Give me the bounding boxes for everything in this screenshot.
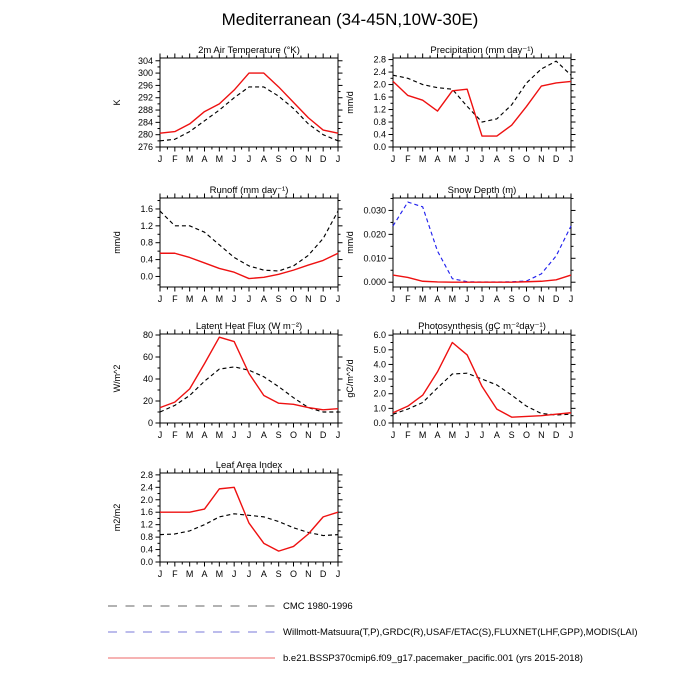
svg-text:D: D: [319, 154, 327, 164]
chart-canvas: [105, 185, 355, 317]
svg-text:A: A: [260, 569, 267, 579]
svg-text:M: M: [215, 569, 224, 579]
svg-text:N: N: [305, 154, 312, 164]
svg-text:288: 288: [137, 105, 153, 116]
svg-text:S: S: [508, 294, 515, 304]
svg-text:J: J: [157, 154, 163, 164]
svg-text:J: J: [246, 569, 252, 579]
svg-text:J: J: [464, 430, 470, 440]
series-line: [393, 202, 571, 282]
svg-text:O: O: [289, 569, 298, 579]
svg-text:J: J: [479, 294, 485, 304]
svg-text:A: A: [201, 569, 208, 579]
svg-text:D: D: [319, 430, 327, 440]
chart-canvas: [105, 45, 355, 177]
svg-text:O: O: [289, 430, 298, 440]
svg-text:M: M: [185, 294, 194, 304]
svg-text:0.0: 0.0: [373, 142, 386, 152]
svg-text:J: J: [246, 430, 252, 440]
svg-text:O: O: [522, 154, 531, 164]
svg-text:1.2: 1.2: [140, 220, 153, 231]
svg-text:A: A: [201, 154, 208, 164]
svg-text:0.4: 0.4: [373, 129, 386, 140]
main-title: Mediterranean (34-45N,10W-30E): [221, 10, 479, 29]
svg-text:F: F: [405, 430, 411, 440]
svg-text:300: 300: [137, 68, 153, 79]
series-line: [393, 61, 571, 122]
svg-text:1.6: 1.6: [373, 92, 386, 103]
svg-text:5.0: 5.0: [373, 344, 386, 355]
svg-text:S: S: [275, 569, 282, 579]
svg-text:0: 0: [147, 418, 153, 428]
legend-line-solid-red: [107, 653, 277, 663]
svg-text:J: J: [157, 569, 163, 579]
series-line: [160, 514, 338, 536]
svg-text:J: J: [568, 154, 574, 164]
chart-photosynthesis: [335, 321, 588, 453]
svg-text:S: S: [508, 154, 515, 164]
svg-text:W/m^2: W/m^2: [112, 364, 122, 393]
svg-text:N: N: [538, 430, 545, 440]
svg-text:J: J: [157, 430, 163, 440]
svg-text:Latent Heat Flux (W m⁻²): Latent Heat Flux (W m⁻²): [195, 321, 303, 332]
svg-text:m2/m2: m2/m2: [112, 503, 122, 532]
svg-text:Precipitation (mm day⁻¹): Precipitation (mm day⁻¹): [430, 45, 534, 56]
svg-text:J: J: [157, 294, 163, 304]
svg-text:2.0: 2.0: [373, 79, 386, 90]
svg-text:M: M: [448, 154, 457, 164]
legend-label: CMC 1980-1996: [283, 600, 353, 612]
svg-text:M: M: [185, 154, 194, 164]
svg-text:N: N: [305, 294, 312, 304]
svg-text:M: M: [448, 294, 457, 304]
svg-text:0.8: 0.8: [140, 237, 153, 248]
svg-text:0.0: 0.0: [140, 271, 153, 282]
svg-text:2.0: 2.0: [373, 388, 386, 399]
svg-text:0.4: 0.4: [140, 254, 153, 265]
svg-text:J: J: [479, 430, 485, 440]
svg-text:J: J: [246, 294, 252, 304]
svg-text:D: D: [552, 154, 560, 164]
svg-text:284: 284: [137, 117, 153, 128]
svg-text:80: 80: [142, 329, 153, 340]
svg-text:O: O: [522, 430, 531, 440]
chart-canvas: [105, 460, 355, 592]
svg-text:0.030: 0.030: [363, 205, 386, 216]
svg-text:J: J: [390, 154, 396, 164]
svg-text:M: M: [185, 430, 194, 440]
svg-text:J: J: [479, 154, 485, 164]
svg-text:M: M: [215, 154, 224, 164]
svg-text:F: F: [405, 294, 411, 304]
svg-text:J: J: [231, 569, 237, 579]
svg-text:2.4: 2.4: [373, 67, 386, 78]
svg-text:N: N: [305, 569, 312, 579]
chart-precipitation: [335, 45, 588, 177]
series-line: [160, 73, 338, 133]
svg-text:D: D: [319, 569, 327, 579]
svg-text:Runoff (mm day⁻¹): Runoff (mm day⁻¹): [209, 185, 289, 196]
svg-text:N: N: [305, 430, 312, 440]
svg-text:292: 292: [137, 92, 153, 103]
svg-text:3.0: 3.0: [373, 374, 386, 385]
svg-text:A: A: [260, 430, 267, 440]
legend-label: Willmott-Matsuura(T,P),GRDC(R),USAF/ETAC(S),FLUXNET(LHF,GPP),MODIS(LAI): [283, 626, 638, 638]
svg-text:0.0: 0.0: [373, 418, 386, 428]
svg-text:J: J: [464, 154, 470, 164]
legend-row-model: [107, 652, 583, 664]
svg-text:M: M: [448, 430, 457, 440]
svg-text:mm/d: mm/d: [112, 231, 122, 254]
svg-text:2m Air Temperature (°K): 2m Air Temperature (°K): [198, 45, 300, 56]
svg-text:gC/m^2/d: gC/m^2/d: [345, 359, 355, 398]
svg-text:A: A: [260, 154, 267, 164]
svg-text:6.0: 6.0: [373, 330, 386, 341]
svg-text:J: J: [390, 294, 396, 304]
series-line: [393, 373, 571, 415]
svg-text:A: A: [493, 154, 500, 164]
svg-text:J: J: [335, 154, 341, 164]
svg-text:D: D: [552, 294, 560, 304]
svg-text:A: A: [434, 294, 441, 304]
svg-text:O: O: [522, 294, 531, 304]
legend-row-cmc: [107, 600, 353, 612]
series-line: [393, 275, 571, 282]
chart-canvas: [335, 45, 588, 177]
legend-line-dashed-gray: [107, 601, 277, 611]
svg-text:N: N: [538, 294, 545, 304]
chart-latent-heat-flux: [105, 321, 355, 453]
svg-text:296: 296: [137, 80, 153, 91]
svg-text:mm/d: mm/d: [345, 231, 355, 254]
svg-text:A: A: [201, 430, 208, 440]
svg-text:J: J: [568, 294, 574, 304]
svg-text:A: A: [434, 430, 441, 440]
svg-text:40: 40: [142, 373, 153, 384]
series-line: [160, 337, 338, 410]
svg-text:A: A: [260, 294, 267, 304]
series-line: [393, 342, 571, 417]
svg-text:J: J: [231, 430, 237, 440]
svg-text:0.4: 0.4: [140, 544, 153, 555]
svg-text:J: J: [335, 294, 341, 304]
svg-text:J: J: [335, 569, 341, 579]
svg-text:D: D: [552, 430, 560, 440]
svg-text:0.000: 0.000: [363, 277, 386, 288]
chart-canvas: [335, 321, 588, 453]
svg-text:M: M: [215, 294, 224, 304]
svg-text:J: J: [568, 430, 574, 440]
svg-text:O: O: [289, 294, 298, 304]
svg-text:0.0: 0.0: [140, 557, 153, 567]
svg-text:M: M: [215, 430, 224, 440]
svg-text:280: 280: [137, 129, 153, 140]
series-line: [393, 81, 571, 136]
svg-text:A: A: [493, 294, 500, 304]
chart-leaf-area-index: [105, 460, 355, 592]
svg-text:4.0: 4.0: [373, 359, 386, 370]
svg-text:M: M: [418, 154, 427, 164]
svg-text:F: F: [172, 294, 178, 304]
svg-text:F: F: [172, 430, 178, 440]
svg-text:2.8: 2.8: [373, 54, 386, 65]
legend-line-dashed-blue: [107, 627, 277, 637]
svg-text:J: J: [246, 154, 252, 164]
svg-text:S: S: [275, 430, 282, 440]
svg-text:276: 276: [137, 142, 153, 152]
svg-text:F: F: [172, 569, 178, 579]
svg-text:K: K: [112, 99, 122, 106]
svg-text:M: M: [418, 294, 427, 304]
svg-text:J: J: [231, 154, 237, 164]
svg-text:0.8: 0.8: [373, 117, 386, 128]
svg-text:mm/d: mm/d: [345, 91, 355, 114]
svg-text:A: A: [493, 430, 500, 440]
svg-text:20: 20: [142, 395, 153, 406]
svg-text:J: J: [390, 430, 396, 440]
svg-text:D: D: [319, 294, 327, 304]
svg-text:1.2: 1.2: [140, 519, 153, 530]
svg-text:1.2: 1.2: [373, 104, 386, 115]
svg-text:J: J: [335, 430, 341, 440]
svg-text:S: S: [508, 430, 515, 440]
svg-text:J: J: [231, 294, 237, 304]
chart-canvas: [335, 185, 588, 317]
svg-text:A: A: [201, 294, 208, 304]
svg-text:F: F: [405, 154, 411, 164]
svg-text:S: S: [275, 294, 282, 304]
legend-row-obs: [107, 626, 638, 638]
svg-text:M: M: [185, 569, 194, 579]
svg-text:0.010: 0.010: [363, 253, 386, 264]
svg-text:F: F: [172, 154, 178, 164]
svg-text:0.8: 0.8: [140, 532, 153, 543]
legend-label: b.e21.BSSP370cmip6.f09_g17.pacemaker_pacific.001 (yrs 2015-2018): [283, 652, 583, 664]
svg-text:304: 304: [137, 55, 153, 66]
series-line: [160, 487, 338, 551]
series-line: [160, 211, 338, 271]
svg-text:0.020: 0.020: [363, 229, 386, 240]
svg-text:M: M: [418, 430, 427, 440]
svg-text:2.4: 2.4: [140, 482, 153, 493]
svg-text:Leaf Area Index: Leaf Area Index: [215, 460, 283, 471]
svg-text:A: A: [434, 154, 441, 164]
svg-text:1.0: 1.0: [373, 403, 386, 414]
svg-text:O: O: [289, 154, 298, 164]
svg-text:2.8: 2.8: [140, 469, 153, 480]
svg-text:1.6: 1.6: [140, 203, 153, 214]
svg-text:60: 60: [142, 351, 153, 362]
svg-text:J: J: [464, 294, 470, 304]
svg-text:Photosynthesis (gC m⁻²day⁻¹): Photosynthesis (gC m⁻²day⁻¹): [418, 321, 546, 332]
series-line: [160, 87, 338, 141]
chart-snow-depth: [335, 185, 588, 317]
svg-text:N: N: [538, 154, 545, 164]
svg-text:S: S: [275, 154, 282, 164]
chart-runoff: [105, 185, 355, 317]
svg-text:1.6: 1.6: [140, 507, 153, 518]
svg-text:Snow Depth (m): Snow Depth (m): [447, 185, 517, 196]
svg-text:2.0: 2.0: [140, 494, 153, 505]
chart-2m-air-temperature: [105, 45, 355, 177]
chart-canvas: [105, 321, 355, 453]
